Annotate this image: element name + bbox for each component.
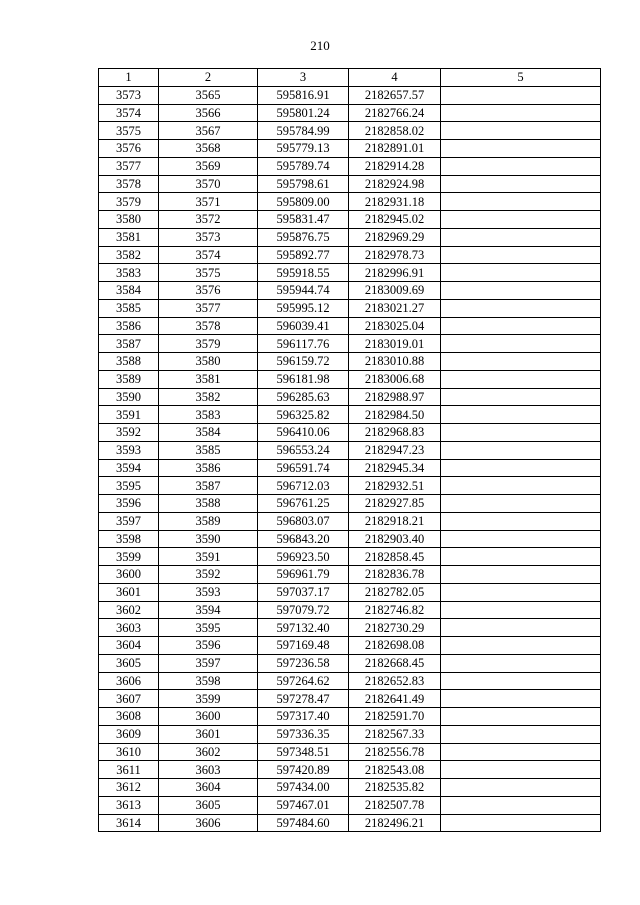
- table-cell-col-1: 3583: [99, 264, 159, 282]
- table-cell-col-2: 3605: [159, 796, 258, 814]
- table-cell-col-1: 3576: [99, 140, 159, 158]
- table-cell-col-3: 597317.40: [258, 708, 349, 726]
- table-cell-col-3: 597132.40: [258, 619, 349, 637]
- table-cell-col-4: 2182968.83: [349, 424, 441, 442]
- table-cell-col-3: 595779.13: [258, 140, 349, 158]
- table-cell-col-1: 3599: [99, 548, 159, 566]
- table-cell-col-3: 597236.58: [258, 654, 349, 672]
- table-cell-col-2: 3594: [159, 601, 258, 619]
- table-cell-col-5: [441, 477, 601, 495]
- table-cell-col-3: 596410.06: [258, 424, 349, 442]
- table-cell-col-2: 3571: [159, 193, 258, 211]
- table-cell-col-4: 2182947.23: [349, 441, 441, 459]
- column-header-5: 5: [441, 69, 601, 87]
- table-cell-col-2: 3567: [159, 122, 258, 140]
- table-cell-col-3: 595784.99: [258, 122, 349, 140]
- table-cell-col-4: 2182641.49: [349, 690, 441, 708]
- table-row: [99, 708, 601, 726]
- table-cell-col-1: 3593: [99, 441, 159, 459]
- table-cell-col-4: 2182543.08: [349, 761, 441, 779]
- table-cell-col-4: 2182657.57: [349, 86, 441, 104]
- table-cell-col-2: 3566: [159, 104, 258, 122]
- table-cell-col-4: 2182535.82: [349, 779, 441, 797]
- table-cell-col-5: [441, 335, 601, 353]
- table-cell-col-5: [441, 104, 601, 122]
- table-cell-col-4: 2182924.98: [349, 175, 441, 193]
- table-cell-col-4: 2182978.73: [349, 246, 441, 264]
- table-row: [99, 654, 601, 672]
- table-cell-col-3: 596961.79: [258, 566, 349, 584]
- table-cell-col-1: 3598: [99, 530, 159, 548]
- table-cell-col-1: 3613: [99, 796, 159, 814]
- table-row: [99, 157, 601, 175]
- table-cell-col-4: 2182652.83: [349, 672, 441, 690]
- table-row: [99, 814, 601, 832]
- table-cell-col-5: [441, 264, 601, 282]
- coordinates-table: [98, 68, 601, 832]
- table-cell-col-1: 3605: [99, 654, 159, 672]
- table-cell-col-1: 3600: [99, 566, 159, 584]
- table-cell-col-4: 2182891.01: [349, 140, 441, 158]
- table-cell-col-4: 2182927.85: [349, 495, 441, 513]
- table-row: [99, 317, 601, 335]
- table-cell-col-3: 595892.77: [258, 246, 349, 264]
- table-cell-col-3: 597278.47: [258, 690, 349, 708]
- table-row: [99, 495, 601, 513]
- table-cell-col-2: 3568: [159, 140, 258, 158]
- table-cell-col-3: 597169.48: [258, 637, 349, 655]
- table-cell-col-3: 595876.75: [258, 228, 349, 246]
- table-cell-col-4: 2183025.04: [349, 317, 441, 335]
- table-cell-col-3: 595918.55: [258, 264, 349, 282]
- table-cell-col-3: 596712.03: [258, 477, 349, 495]
- table-cell-col-4: 2182931.18: [349, 193, 441, 211]
- table-cell-col-2: 3595: [159, 619, 258, 637]
- table-cell-col-5: [441, 743, 601, 761]
- table-cell-col-5: [441, 175, 601, 193]
- table-cell-col-2: 3578: [159, 317, 258, 335]
- column-header-1: 1: [99, 69, 159, 87]
- table-cell-col-3: 597467.01: [258, 796, 349, 814]
- table-cell-col-3: 596039.41: [258, 317, 349, 335]
- table-cell-col-3: 596181.98: [258, 370, 349, 388]
- table-cell-col-2: 3570: [159, 175, 258, 193]
- table-row: [99, 335, 601, 353]
- table-cell-col-1: 3611: [99, 761, 159, 779]
- table-row: [99, 406, 601, 424]
- table-cell-col-3: 595801.24: [258, 104, 349, 122]
- table-row: [99, 86, 601, 104]
- table-cell-col-4: 2182836.78: [349, 566, 441, 584]
- table-row: [99, 228, 601, 246]
- table-row: [99, 353, 601, 371]
- table-row: [99, 548, 601, 566]
- table-cell-col-1: 3575: [99, 122, 159, 140]
- table-cell-col-1: 3604: [99, 637, 159, 655]
- table-cell-col-2: 3589: [159, 512, 258, 530]
- table-cell-col-1: 3591: [99, 406, 159, 424]
- table-cell-col-2: 3591: [159, 548, 258, 566]
- table-cell-col-1: 3607: [99, 690, 159, 708]
- table-row: [99, 477, 601, 495]
- table-cell-col-2: 3575: [159, 264, 258, 282]
- table-row: [99, 104, 601, 122]
- table-cell-col-1: 3608: [99, 708, 159, 726]
- table-cell-col-1: 3594: [99, 459, 159, 477]
- table-cell-col-4: 2182969.29: [349, 228, 441, 246]
- table-cell-col-2: 3588: [159, 495, 258, 513]
- column-header-3: 3: [258, 69, 349, 87]
- table-cell-col-2: 3603: [159, 761, 258, 779]
- table-row: [99, 370, 601, 388]
- table-cell-col-2: 3606: [159, 814, 258, 832]
- table-cell-col-1: 3589: [99, 370, 159, 388]
- table-row: [99, 512, 601, 530]
- table-cell-col-4: 2182556.78: [349, 743, 441, 761]
- table-cell-col-3: 596117.76: [258, 335, 349, 353]
- table-cell-col-4: 2182507.78: [349, 796, 441, 814]
- table-row: [99, 779, 601, 797]
- table-cell-col-1: 3597: [99, 512, 159, 530]
- table-cell-col-3: 597348.51: [258, 743, 349, 761]
- table-cell-col-1: 3614: [99, 814, 159, 832]
- table-cell-col-2: 3597: [159, 654, 258, 672]
- table-cell-col-5: [441, 566, 601, 584]
- table-cell-col-5: [441, 690, 601, 708]
- table-cell-col-5: [441, 459, 601, 477]
- table-row: [99, 796, 601, 814]
- table-cell-col-2: 3580: [159, 353, 258, 371]
- table-row: [99, 299, 601, 317]
- table-cell-col-5: [441, 282, 601, 300]
- table-cell-col-3: 596285.63: [258, 388, 349, 406]
- table-row: [99, 672, 601, 690]
- table-cell-col-5: [441, 725, 601, 743]
- table-row: [99, 246, 601, 264]
- table-cell-col-4: 2182782.05: [349, 583, 441, 601]
- table-cell-col-4: 2183010.88: [349, 353, 441, 371]
- table-cell-col-5: [441, 193, 601, 211]
- table-row: [99, 530, 601, 548]
- table-cell-col-5: [441, 388, 601, 406]
- table-row: [99, 459, 601, 477]
- table-cell-col-5: [441, 495, 601, 513]
- table-cell-col-1: 3606: [99, 672, 159, 690]
- table-cell-col-4: 2183021.27: [349, 299, 441, 317]
- table-cell-col-2: 3596: [159, 637, 258, 655]
- table-cell-col-5: [441, 211, 601, 229]
- page-number: 210: [310, 38, 330, 53]
- table-cell-col-4: 2182746.82: [349, 601, 441, 619]
- table-row: [99, 211, 601, 229]
- table-cell-col-5: [441, 637, 601, 655]
- table-cell-col-4: 2182858.45: [349, 548, 441, 566]
- table-cell-col-3: 596843.20: [258, 530, 349, 548]
- table-cell-col-4: 2182945.34: [349, 459, 441, 477]
- table-cell-col-2: 3583: [159, 406, 258, 424]
- column-header-4: 4: [349, 69, 441, 87]
- table-cell-col-1: 3610: [99, 743, 159, 761]
- table-cell-col-2: 3582: [159, 388, 258, 406]
- table-cell-col-2: 3584: [159, 424, 258, 442]
- table-cell-col-3: 597484.60: [258, 814, 349, 832]
- table-row: [99, 583, 601, 601]
- table-cell-col-4: 2182591.70: [349, 708, 441, 726]
- table-cell-col-4: 2182914.28: [349, 157, 441, 175]
- table-row: [99, 388, 601, 406]
- table-cell-col-5: [441, 583, 601, 601]
- table-cell-col-4: 2182766.24: [349, 104, 441, 122]
- table-row: [99, 619, 601, 637]
- table-cell-col-5: [441, 654, 601, 672]
- table-cell-col-4: 2182996.91: [349, 264, 441, 282]
- table-cell-col-4: 2182903.40: [349, 530, 441, 548]
- table-cell-col-4: 2182567.33: [349, 725, 441, 743]
- table-row: [99, 193, 601, 211]
- table-cell-col-1: 3612: [99, 779, 159, 797]
- table-cell-col-4: 2183009.69: [349, 282, 441, 300]
- table-cell-col-1: 3573: [99, 86, 159, 104]
- table-cell-col-5: [441, 228, 601, 246]
- table-cell-col-5: [441, 424, 601, 442]
- table-cell-col-4: 2183019.01: [349, 335, 441, 353]
- table-cell-col-5: [441, 441, 601, 459]
- table-cell-col-4: 2183006.68: [349, 370, 441, 388]
- table-cell-col-2: 3569: [159, 157, 258, 175]
- table-row: [99, 175, 601, 193]
- table-cell-col-3: 596159.72: [258, 353, 349, 371]
- table-cell-col-5: [441, 779, 601, 797]
- table-cell-col-5: [441, 761, 601, 779]
- table-cell-col-1: 3578: [99, 175, 159, 193]
- table-cell-col-1: 3584: [99, 282, 159, 300]
- table-cell-col-1: 3590: [99, 388, 159, 406]
- table-cell-col-1: 3603: [99, 619, 159, 637]
- table-row: [99, 140, 601, 158]
- table-cell-col-2: 3574: [159, 246, 258, 264]
- table-cell-col-3: 595809.00: [258, 193, 349, 211]
- table-cell-col-2: 3587: [159, 477, 258, 495]
- table-cell-col-2: 3592: [159, 566, 258, 584]
- table-cell-col-4: 2182698.08: [349, 637, 441, 655]
- table-cell-col-1: 3588: [99, 353, 159, 371]
- table-cell-col-1: 3579: [99, 193, 159, 211]
- table-cell-col-5: [441, 601, 601, 619]
- table-cell-col-5: [441, 406, 601, 424]
- table-cell-col-3: 597037.17: [258, 583, 349, 601]
- table-cell-col-1: 3587: [99, 335, 159, 353]
- table-cell-col-1: 3577: [99, 157, 159, 175]
- table-cell-col-3: 597079.72: [258, 601, 349, 619]
- table-cell-col-1: 3574: [99, 104, 159, 122]
- table-cell-col-4: 2182945.02: [349, 211, 441, 229]
- table-cell-col-5: [441, 86, 601, 104]
- table-body: [99, 86, 601, 832]
- table-cell-col-5: [441, 299, 601, 317]
- table-cell-col-5: [441, 530, 601, 548]
- table-cell-col-5: [441, 512, 601, 530]
- table-cell-col-3: 595831.47: [258, 211, 349, 229]
- table-cell-col-1: 3580: [99, 211, 159, 229]
- table-cell-col-1: 3585: [99, 299, 159, 317]
- table-cell-col-3: 596325.82: [258, 406, 349, 424]
- table-row: [99, 690, 601, 708]
- column-header-2: 2: [159, 69, 258, 87]
- table-row: [99, 637, 601, 655]
- table-cell-col-5: [441, 122, 601, 140]
- table-cell-col-3: 597336.35: [258, 725, 349, 743]
- table-cell-col-5: [441, 619, 601, 637]
- table-cell-col-1: 3582: [99, 246, 159, 264]
- table-cell-col-5: [441, 708, 601, 726]
- table-cell-col-2: 3601: [159, 725, 258, 743]
- table-cell-col-5: [441, 353, 601, 371]
- table-cell-col-2: 3600: [159, 708, 258, 726]
- table-cell-col-4: 2182984.50: [349, 406, 441, 424]
- table-cell-col-4: 2182730.29: [349, 619, 441, 637]
- table-cell-col-3: 597420.89: [258, 761, 349, 779]
- table-cell-col-2: 3590: [159, 530, 258, 548]
- table-header-row: [99, 69, 601, 87]
- table-cell-col-2: 3586: [159, 459, 258, 477]
- table-cell-col-5: [441, 672, 601, 690]
- table-cell-col-2: 3604: [159, 779, 258, 797]
- table-cell-col-5: [441, 796, 601, 814]
- table-cell-col-3: 596591.74: [258, 459, 349, 477]
- table-cell-col-3: 596803.07: [258, 512, 349, 530]
- table-cell-col-1: 3592: [99, 424, 159, 442]
- table-row: [99, 122, 601, 140]
- table-cell-col-4: 2182668.45: [349, 654, 441, 672]
- table-cell-col-4: 2182918.21: [349, 512, 441, 530]
- table-cell-col-2: 3577: [159, 299, 258, 317]
- table-cell-col-3: 596553.24: [258, 441, 349, 459]
- table-cell-col-5: [441, 548, 601, 566]
- table-cell-col-5: [441, 246, 601, 264]
- table-cell-col-4: 2182932.51: [349, 477, 441, 495]
- table-cell-col-5: [441, 140, 601, 158]
- table-cell-col-1: 3596: [99, 495, 159, 513]
- table-cell-col-2: 3581: [159, 370, 258, 388]
- table-cell-col-5: [441, 317, 601, 335]
- table-row: [99, 601, 601, 619]
- table-cell-col-3: 595995.12: [258, 299, 349, 317]
- table-cell-col-2: 3579: [159, 335, 258, 353]
- table-cell-col-2: 3593: [159, 583, 258, 601]
- table-row: [99, 743, 601, 761]
- table-row: [99, 566, 601, 584]
- table-cell-col-4: 2182988.97: [349, 388, 441, 406]
- table-cell-col-5: [441, 370, 601, 388]
- table-cell-col-5: [441, 814, 601, 832]
- table-cell-col-1: 3581: [99, 228, 159, 246]
- table-cell-col-1: 3601: [99, 583, 159, 601]
- table-row: [99, 424, 601, 442]
- table-cell-col-2: 3565: [159, 86, 258, 104]
- table-cell-col-4: 2182858.02: [349, 122, 441, 140]
- table-cell-col-3: 595944.74: [258, 282, 349, 300]
- table-cell-col-1: 3609: [99, 725, 159, 743]
- table-row: [99, 282, 601, 300]
- table-row: [99, 441, 601, 459]
- table-cell-col-2: 3602: [159, 743, 258, 761]
- table-cell-col-2: 3598: [159, 672, 258, 690]
- table-cell-col-2: 3576: [159, 282, 258, 300]
- table-cell-col-3: 595789.74: [258, 157, 349, 175]
- table-cell-col-2: 3599: [159, 690, 258, 708]
- table-row: [99, 761, 601, 779]
- table-cell-col-3: 595798.61: [258, 175, 349, 193]
- table-cell-col-1: 3602: [99, 601, 159, 619]
- table-cell-col-3: 595816.91: [258, 86, 349, 104]
- table-row: [99, 264, 601, 282]
- table-cell-col-1: 3595: [99, 477, 159, 495]
- table-cell-col-4: 2182496.21: [349, 814, 441, 832]
- table-cell-col-2: 3585: [159, 441, 258, 459]
- table-cell-col-1: 3586: [99, 317, 159, 335]
- table-cell-col-3: 597264.62: [258, 672, 349, 690]
- table-cell-col-2: 3573: [159, 228, 258, 246]
- table-cell-col-3: 596761.25: [258, 495, 349, 513]
- table-cell-col-3: 596923.50: [258, 548, 349, 566]
- table-row: [99, 725, 601, 743]
- table-cell-col-5: [441, 157, 601, 175]
- table-cell-col-2: 3572: [159, 211, 258, 229]
- table-cell-col-3: 597434.00: [258, 779, 349, 797]
